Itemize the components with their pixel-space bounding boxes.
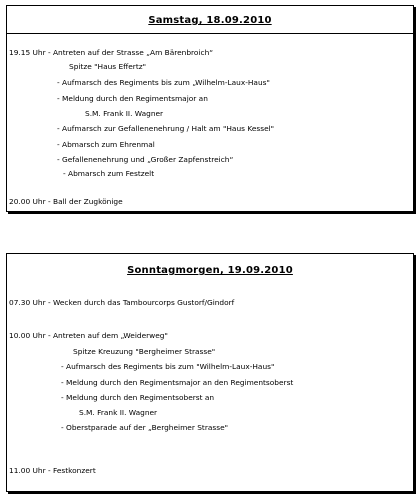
schedule-line: - Meldung durch den Regimentsmajor an: [57, 94, 208, 103]
schedule-line: - Aufmarsch zur Gefallenenehrung / Halt am "Haus Kessel": [57, 124, 275, 133]
schedule-line: 07.30 Uhr - Wecken durch das Tambourcorps Gustorf/Gindorf: [9, 298, 235, 307]
schedule-line: 10.00 Uhr - Antreten auf dem „Weiderweg": [9, 331, 168, 340]
schedule-line: Spitze "Haus Effertz": [69, 62, 147, 71]
saturday-schedule-box: [6, 5, 414, 212]
schedule-line: - Abmarsch zum Festzelt: [63, 169, 155, 178]
sunday-schedule-box: [6, 253, 414, 492]
schedule-line: 20.00 Uhr - Ball der Zugkönige: [9, 197, 123, 206]
schedule-line: 19.15 Uhr - Antreten auf der Strasse „Am Bärenbroich“: [9, 48, 214, 57]
schedule-line: - Oberstparade auf der „Bergheimer Strasse": [61, 423, 229, 432]
schedule-line: - Meldung durch den Regimentsmajor an den Regimentsoberst: [61, 378, 294, 387]
schedule-line: - Aufmarsch des Regiments bis zum "Wilhelm-Laux-Haus": [61, 362, 275, 371]
schedule-line: 11.00 Uhr - Festkonzert: [9, 466, 96, 475]
schedule-line: Spitze Kreuzung "Bergheimer Strasse": [73, 347, 216, 356]
sunday-title: Sonntagmorgen, 19.09.2010: [127, 265, 293, 276]
schedule-line: - Abmarsch zum Ehrenmal: [57, 140, 155, 149]
schedule-line: S.M. Frank II. Wagner: [79, 408, 158, 417]
saturday-title-divider: [7, 33, 413, 34]
saturday-title: Samstag, 18.09.2010: [148, 15, 272, 26]
schedule-line: - Gefallenenehrung und „Großer Zapfenstreich“: [57, 155, 234, 164]
schedule-line: - Aufmarsch des Regiments bis zum „Wilhelm-Laux-Haus": [57, 78, 270, 87]
schedule-line: S.M. Frank II. Wagner: [85, 109, 164, 118]
schedule-line: - Meldung durch den Regimentsoberst an: [61, 393, 215, 402]
